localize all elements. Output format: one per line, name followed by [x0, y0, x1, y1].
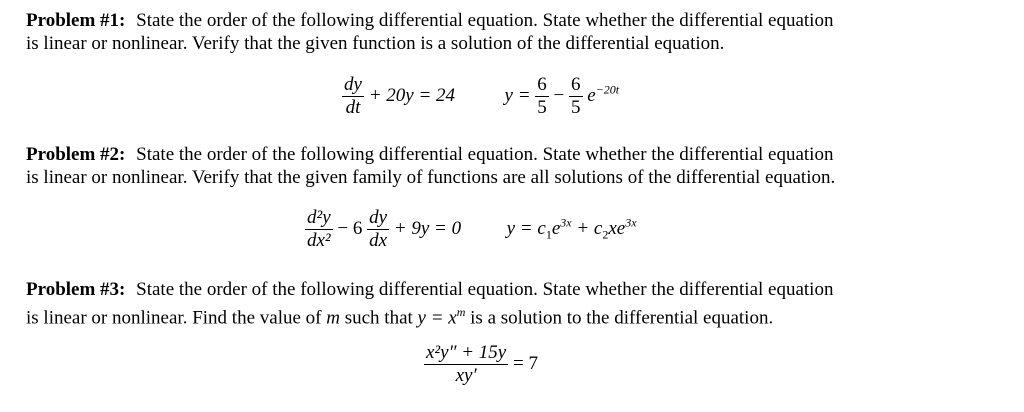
eq2-f2-num: dy — [369, 207, 388, 228]
problem-3-inline-sup: m — [456, 305, 466, 319]
eq2-f2-den: dx — [369, 230, 388, 251]
problem-3-line-1 — [26, 278, 1001, 301]
eq1-sol-frac-a — [535, 74, 549, 119]
problem-1-line-1 — [26, 9, 1001, 32]
eq1-frac-den: dt — [345, 97, 361, 118]
eq1-sol-b-num: 6 — [571, 74, 581, 95]
eq1-exp: −20t — [595, 82, 620, 97]
eq2-fraction-2 — [367, 207, 389, 252]
problem-1-text-1: State the order of the following differential equation. State whether the differential equation — [136, 10, 834, 31]
eq2-rest: + 9y = 0 — [393, 217, 462, 239]
eq2-fraction-1 — [305, 207, 333, 252]
eq1-sol-frac-b — [569, 74, 583, 119]
eq3-num: x²y″ + 15y — [426, 342, 507, 363]
problem-3-text-1: State the order of the following differential equation. State whether the differential equation — [136, 279, 834, 300]
problem-1-equation — [342, 74, 619, 119]
problem-3-label: Problem #3: — [26, 279, 126, 300]
eq2-sub1: 1 — [545, 227, 552, 242]
eq2-exp1: 3x — [560, 215, 572, 230]
eq2-xe: xe — [608, 217, 626, 239]
eq1-sol-b-den: 5 — [571, 97, 581, 118]
eq1-frac-num: dy — [344, 74, 362, 95]
eq1-exp-base: e — [587, 84, 596, 106]
eq2-sub2: 2 — [602, 227, 609, 242]
problem-3-equation — [424, 342, 538, 387]
eq3-rest: = 7 — [512, 352, 538, 374]
eq1-sol-lhs: y = — [504, 84, 531, 106]
problem-3-line-2 — [26, 301, 1001, 329]
eq2-sol: y = c — [506, 217, 546, 239]
problem-3 — [26, 278, 1001, 329]
eq2-e1: e — [551, 217, 561, 239]
eq1-rest: + 20y = 24 — [368, 84, 456, 106]
problem-1-label: Problem #1: — [26, 10, 126, 31]
eq2-mid: − 6 — [337, 217, 363, 239]
problem-2-equation — [305, 207, 637, 252]
problem-2-label: Problem #2: — [26, 144, 126, 165]
problem-2-line-2: is linear or nonlinear. Verify that the given family of functions are all solutions of the differential equation. — [26, 167, 836, 188]
eq3-den: xy′ — [455, 365, 477, 386]
eq2-f1-den: dx² — [307, 230, 331, 251]
eq3-fraction — [424, 342, 508, 387]
eq2-plus: + c — [571, 217, 603, 239]
problem-3-inline-eq: y = x — [417, 307, 457, 329]
problem-3-text-2c: is a solution to the differential equation. — [465, 307, 774, 329]
eq1-minus: − — [553, 84, 565, 106]
problem-2-text-1: State the order of the following differential equation. State whether the differential equation — [136, 144, 834, 165]
eq1-fraction — [342, 74, 364, 119]
eq1-sol-a-den: 5 — [537, 97, 547, 118]
eq2-exp2: 3x — [625, 215, 637, 230]
problem-1 — [26, 9, 1001, 55]
problem-2 — [26, 143, 1001, 189]
problem-3-m: m — [326, 307, 340, 329]
problem-3-text-2a: is linear or nonlinear. Find the value of — [26, 307, 327, 329]
eq2-f1-num: d²y — [307, 207, 331, 228]
eq1-sol-a-num: 6 — [537, 74, 547, 95]
problem-3-text-2b: such that — [339, 307, 418, 329]
problem-1-line-2: is linear or nonlinear. Verify that the given function is a solution of the differential equation. — [26, 33, 725, 54]
problem-2-line-1 — [26, 143, 1001, 166]
